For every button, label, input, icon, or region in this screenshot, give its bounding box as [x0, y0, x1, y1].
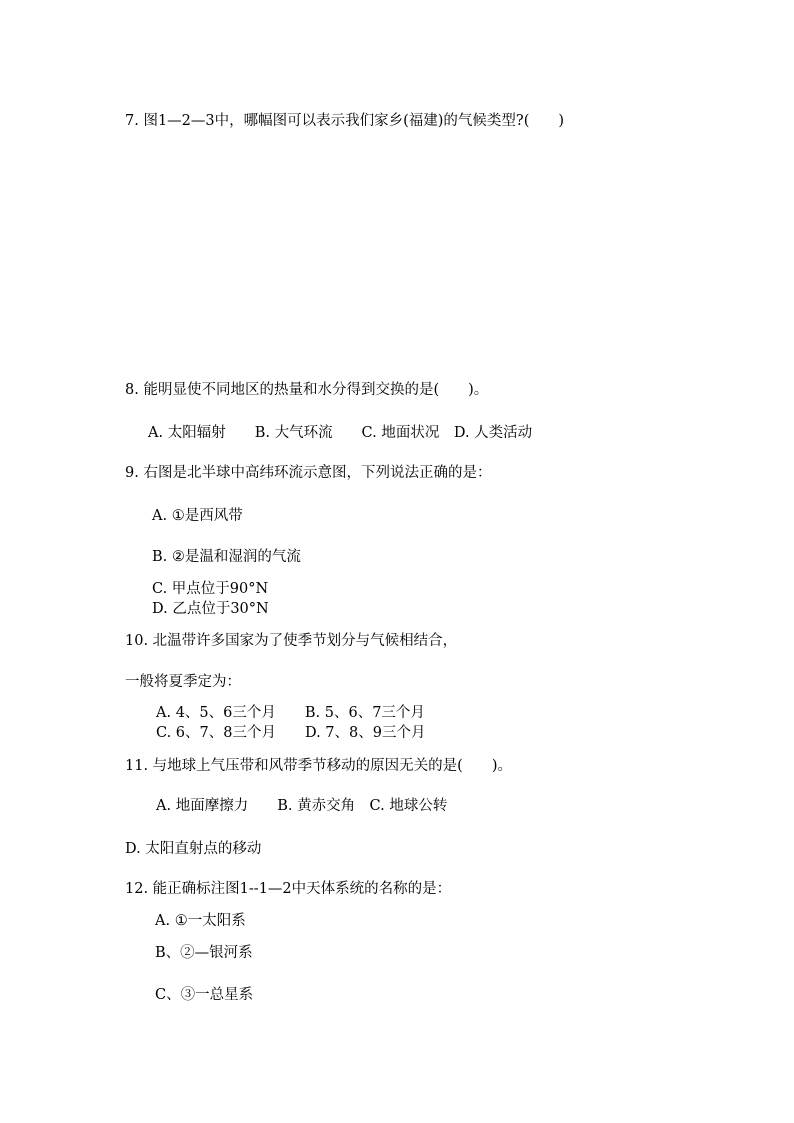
q10-text: 10. 北温带许多国家为了使季节划分与气候相结合， [125, 633, 458, 649]
q8-options: A. 太阳辐射 B. 大气环流 C. 地面状况 D. 人类活动 [148, 425, 533, 441]
q11-options: A. 地面摩擦力 B. 黄赤交角 C. 地球公转 [156, 798, 448, 814]
q9-option-c: C. 甲点位于90°N [152, 581, 269, 597]
q12-option-c: C、③一总星系 [155, 987, 254, 1003]
q9-option-b: B. ②是温和湿润的气流 [152, 549, 301, 565]
q10-text-continued: 一般将夏季定为： [125, 674, 241, 690]
q9-text: 9. 右图是北半球中高纬环流示意图，下列说法正确的是： [125, 465, 492, 481]
q11-text: 11. 与地球上气压带和风带季节移动的原因无关的是( )。 [125, 758, 512, 774]
q9-option-a: A. ①是西风带 [152, 508, 243, 524]
q11-option-d: D. 太阳直射点的移动 [125, 841, 262, 857]
q8-text: 8. 能明显使不同地区的热量和水分得到交换的是( )。 [125, 382, 489, 398]
q7-text: 7. 图1—2—3中，哪幅图可以表示我们家乡(福建)的气候类型?( ) [125, 113, 565, 129]
q9-option-d: D. 乙点位于30°N [152, 601, 269, 617]
q12-option-a: A. ①一太阳系 [155, 913, 246, 929]
q12-text: 12. 能正确标注图1--1—2中天体系统的名称的是： [125, 881, 452, 897]
q12-option-b: B、②—银河系 [155, 945, 253, 961]
q10-options-row-1: A. 4、5、6三个月 B. 5、6、7三个月 [156, 705, 425, 721]
q10-options-row-2: C. 6、7、8三个月 D. 7、8、9三个月 [156, 725, 426, 741]
